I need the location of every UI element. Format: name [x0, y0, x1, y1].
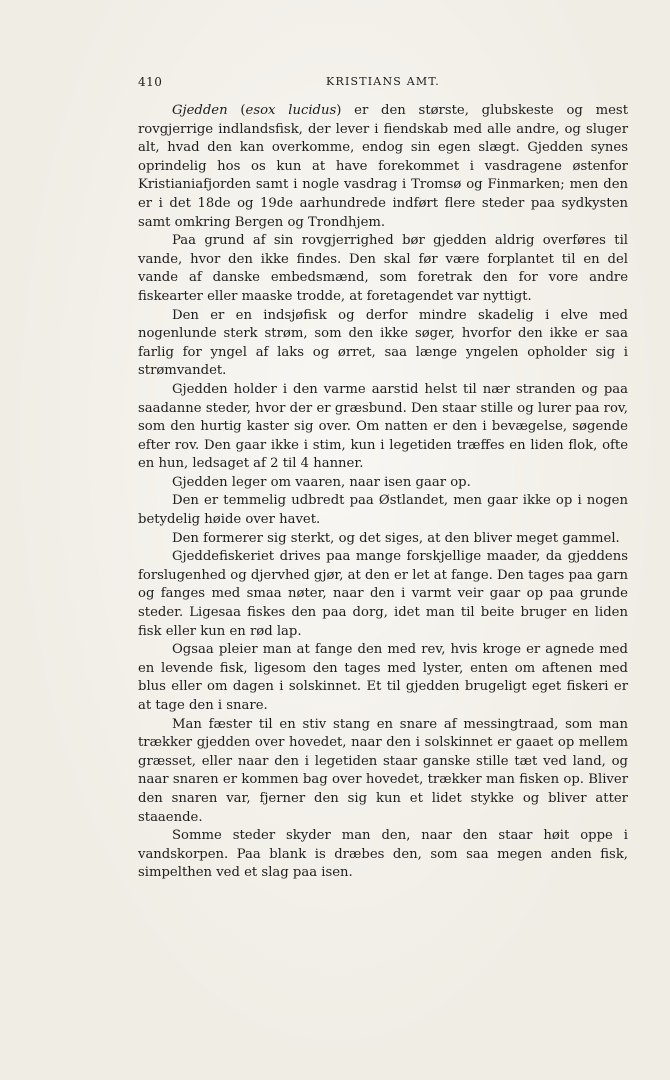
- paragraph-rest: ) er den største, glubskeste og mest rovgjerrige indlandsfisk, der lever i fiendskab med alle andre, og sluger alt, hvad den kan overkomme, endog sin egen slægt. Gjedden synes oprindelig hos os kun at have forekommet i vasdragene østenfor Kristianiafjorden samt i nogle vasdrag i Tromsø og Finmarken; men den er i det 18de og 19de aarhundrede indført flere steder paa sydkysten samt omkring Bergen og Trondhjem.: [138, 103, 628, 230]
- paragraph: Den er en indsjøfisk og derfor mindre skadelig i elve med nogenlunde sterk strøm, som den ikke søger, hvorfor den ikke er saa farlig for yngel af laks og ørret, saa længe yngelen opholder sig i strømvandet.: [138, 307, 628, 379]
- running-head: [138, 75, 628, 95]
- paragraph: [138, 102, 628, 232]
- paragraph: Somme steder skyder man den, naar den staar høit oppe i vandskorpen. Paa blank is dræbes den, som saa megen anden fisk, simpelthen ved et slag paa isen.: [138, 828, 628, 881]
- paren-open: (: [227, 103, 246, 118]
- paragraph: Den formerer sig sterkt, og det siges, at den bliver meget gammel.: [172, 530, 620, 546]
- paragraph: Paa grund af sin rovgjerrighed bør gjedden aldrig overføres til vande, hvor den ikke findes. Den skal før være forplantet til en del vande af danske embedsmænd, som foretrak den for vore andre fiskearter eller maaske trodde, at foretagendet var nyttigt.: [138, 233, 628, 304]
- latin-name: esox lucidus: [245, 103, 337, 118]
- paragraph: Ogsaa pleier man at fange den med rev, hvis kroge er agnede med en levende fisk, ligesom den tages med lyster, enten om aftenen med blus eller om dagen i solskinnet. Et til gjedden brugeligt eget fiskeri er at tage den i snare.: [138, 642, 628, 713]
- paragraph: Man fæster til en stiv stang en snare af messingtraad, som man trækker gjedden over hovedet, naar den i solskinnet er gaaet op mellem græsset, eller naar den i legetiden staar ganske stille tæt ved land, og naar snaren er kommen bag over hovedet, trækker man fisken op. Bliver den snaren var, fjerner den sig kun et lidet stykke og bliver atter staaende.: [138, 716, 628, 825]
- species-name: Gjedden: [172, 103, 228, 118]
- running-title: KRISTIANS AMT.: [326, 75, 440, 88]
- paragraph: Den er temmelig udbredt paa Østlandet, men gaar ikke op i nogen betydelig høide over havet.: [138, 493, 628, 528]
- page-number: 410: [138, 75, 163, 89]
- body-text: [138, 102, 628, 883]
- paragraph: Gjedden leger om vaaren, naar isen gaar op.: [172, 474, 471, 490]
- paragraph: Gjeddefiskeriet drives paa mange forskjellige maader, da gjeddens forslugenhed og djervhed gjør, at den er let at fange. Den tages paa garn og fanges med smaa nøter, naar den i varmt veir gaar op paa grunde steder. Ligesaa fiskes den paa dorg, idet man til beite bruger en liden fisk eller kun en rød lap.: [138, 549, 628, 639]
- paragraph: Gjedden holder i den varme aarstid helst til nær stranden og paa saadanne steder, hvor der er græsbund. Den staar stille og lurer paa rov, som den hurtig kaster sig over. Om natten er den i bevægelse, søgende efter rov. Den gaar ikke i stim, kun i legetiden træffes en liden flok, ofte en hun, ledsaget af 2 til 4 hanner.: [138, 381, 628, 472]
